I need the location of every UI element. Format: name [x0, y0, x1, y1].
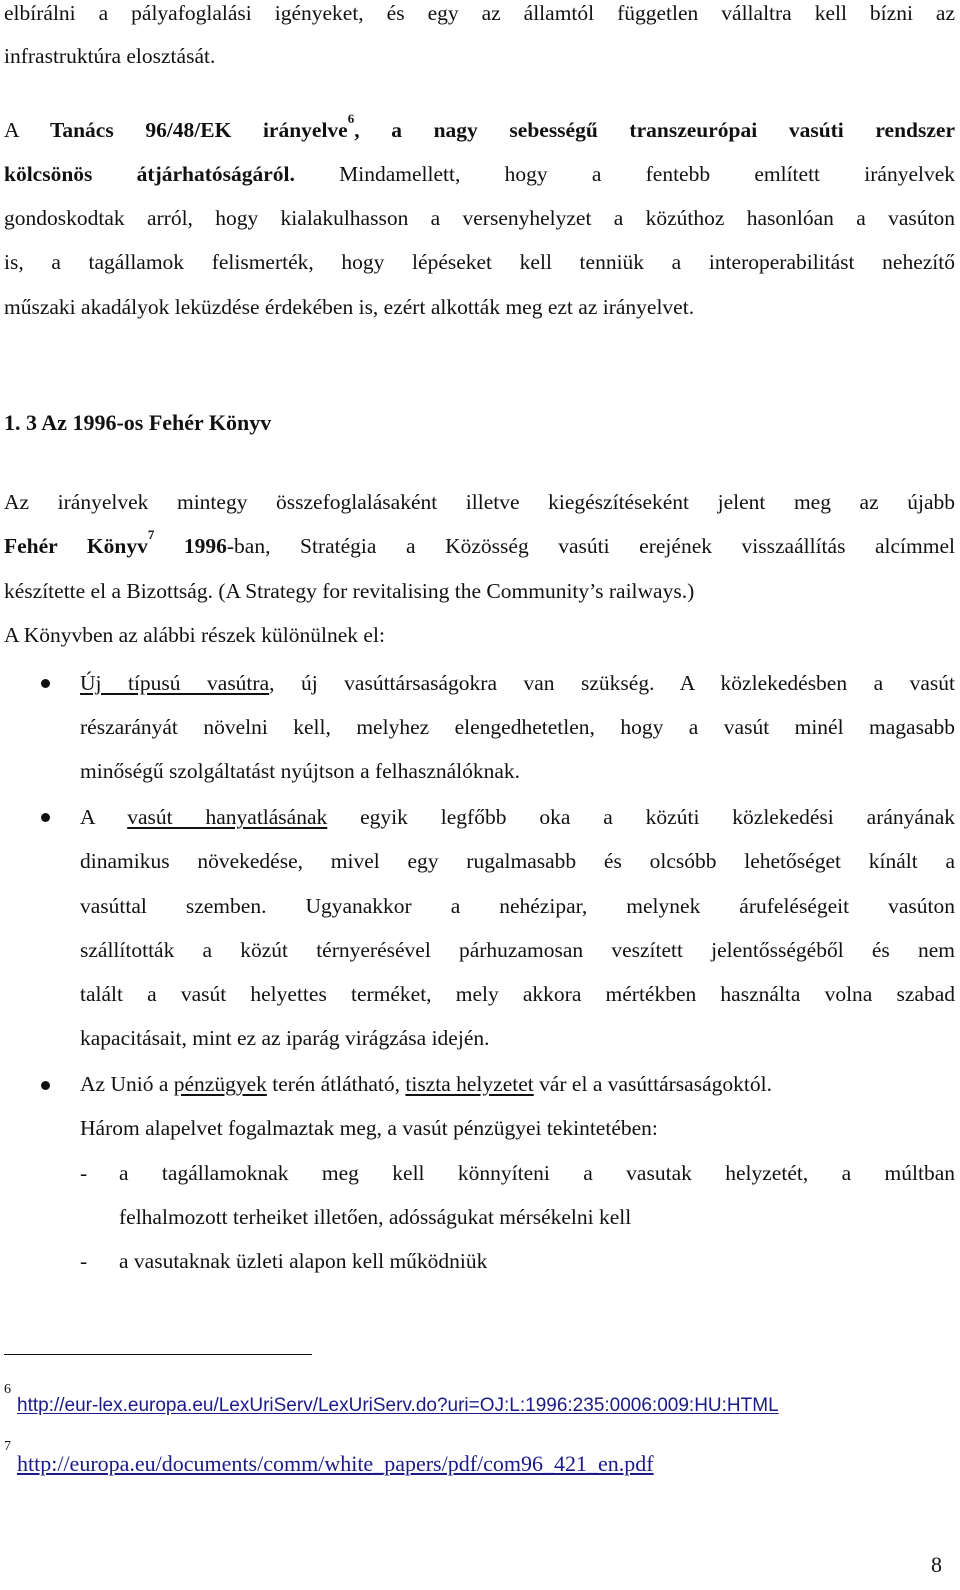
list-item-line: részarányát növelni kell, melyhez elengedhetetlen, hogy a vasút minél magasabb — [80, 715, 955, 739]
footnote-number: 7 — [4, 1439, 11, 1454]
paragraph-line: is, a tagállamok felismerték, hogy lépéseket kell tenniük a interoperabilitást nehezítő — [4, 250, 955, 274]
list-item-line: kapacitásait, mint ez az iparág virágzása idején. — [80, 1026, 490, 1050]
dash-item-line: a tagállamoknak meg kell könnyíteni a vasutak helyzetét, a múltban — [119, 1161, 955, 1185]
list-item-line — [80, 795, 955, 840]
footnote-link[interactable]: http://europa.eu/documents/comm/white_papers/pdf/com96_421_en.pdf — [17, 1451, 654, 1476]
footnote-link[interactable]: http://eur-lex.europa.eu/LexUriServ/LexUriServ.do?uri=OJ:L:1996:235:0006:009:HU:HTML — [17, 1395, 779, 1416]
text-run: terén átlátható, — [266, 1072, 406, 1096]
text-run: egyik legfőbb oka a közúti közlekedési arányának — [327, 805, 955, 829]
directive-title: , a nagy sebességű transzeurópai vasúti rendszer — [354, 118, 956, 142]
bullet-icon — [41, 813, 50, 822]
directive-title: kölcsönös átjárhatóságáról. — [4, 162, 295, 186]
list-item-line — [80, 661, 955, 706]
list-item-line — [80, 1062, 955, 1107]
directive-title: Tanács 96/48/EK irányelve — [49, 118, 348, 142]
text-run: vár el a vasúttársaságoktól. — [533, 1072, 772, 1096]
page-number: 8 — [931, 1552, 942, 1577]
paragraph-line: infrastruktúra elosztását. — [4, 44, 216, 68]
underlined-term: pénzügyek — [173, 1072, 267, 1096]
paragraph-line: készítette el a Bizottság. (A Strategy for revitalising the Community’s railways.) — [4, 579, 695, 603]
book-title: Fehér Könyv — [4, 534, 148, 558]
year-bold: 1996 — [154, 534, 227, 558]
dash-marker: - — [80, 1249, 88, 1273]
list-item-line: Három alapelvet fogalmaztak meg, a vasút pénzügyei tekintetében: — [80, 1116, 658, 1140]
dash-item-line: felhalmozott terheiket illetően, adósságukat mérsékelni kell — [119, 1205, 632, 1229]
dash-item-line: a vasutaknak üzleti alapon kell működniük — [119, 1249, 488, 1273]
paragraph-line: elbírálni a pályafoglalási igényeket, és egy az államtól független vállaltra kell bízni az — [4, 1, 955, 25]
paragraph-line — [4, 524, 955, 569]
list-item-line: szállították a közút térnyerésével párhuzamosan veszített jelentősségéből és nem — [80, 938, 955, 962]
paragraph-line — [4, 108, 955, 153]
underlined-term: Új típusú vasútra — [80, 671, 270, 695]
list-item-line: talált a vasút helyettes terméket, mely akkora mértékben használta volna szabad — [80, 982, 955, 1006]
underlined-term: tiszta helyzetet — [405, 1072, 534, 1096]
bullet-icon — [41, 1081, 50, 1090]
text-run: , új vasúttársaságokra van szükség. A közlekedésben a vasút — [269, 671, 955, 695]
bullet-icon — [41, 679, 50, 688]
text-run: -ban, Stratégia a Közösség vasúti erejének visszaállítás alcímmel — [226, 534, 955, 558]
paragraph-line: Az irányelvek mintegy összefoglalásaként illetve kiegészítéseként jelent meg az újabb — [4, 490, 955, 514]
list-item-line: minőségű szolgáltatást nyújtson a felhasználóknak. — [80, 759, 521, 783]
dash-marker: - — [80, 1161, 88, 1185]
footnote-number: 6 — [4, 1382, 11, 1397]
footnote-separator — [4, 1354, 312, 1355]
text-run: Mindamellett, hogy a fentebb említett irányelvek — [294, 162, 955, 186]
list-item-line: dinamikus növekedése, mivel egy rugalmasabb és olcsóbb lehetőséget kínált a — [80, 849, 955, 873]
footnote-ref[interactable]: 6 — [347, 111, 355, 126]
footnote-ref[interactable]: 7 — [147, 527, 155, 542]
paragraph-line: gondoskodtak arról, hogy kialakulhasson a versenyhelyzet a közúthoz hasonlóan a vasúton — [4, 206, 955, 230]
text-run: A — [80, 805, 128, 829]
section-heading: 1. 3 Az 1996-os Fehér Könyv — [4, 410, 272, 435]
paragraph-line: A Könyvben az alábbi részek különülnek el: — [4, 623, 385, 647]
text-run: Az Unió a — [80, 1072, 174, 1096]
paragraph-line: műszaki akadályok leküzdése érdekében is, ezért alkották meg ezt az irányelvet. — [4, 295, 695, 319]
text-run: A — [4, 118, 50, 142]
list-item-line: vasúttal szemben. Ugyanakkor a nehézipar, melynek árufeléségeit vasúton — [80, 894, 955, 918]
underlined-term: vasút hanyatlásának — [127, 805, 328, 829]
paragraph-line — [4, 152, 955, 197]
